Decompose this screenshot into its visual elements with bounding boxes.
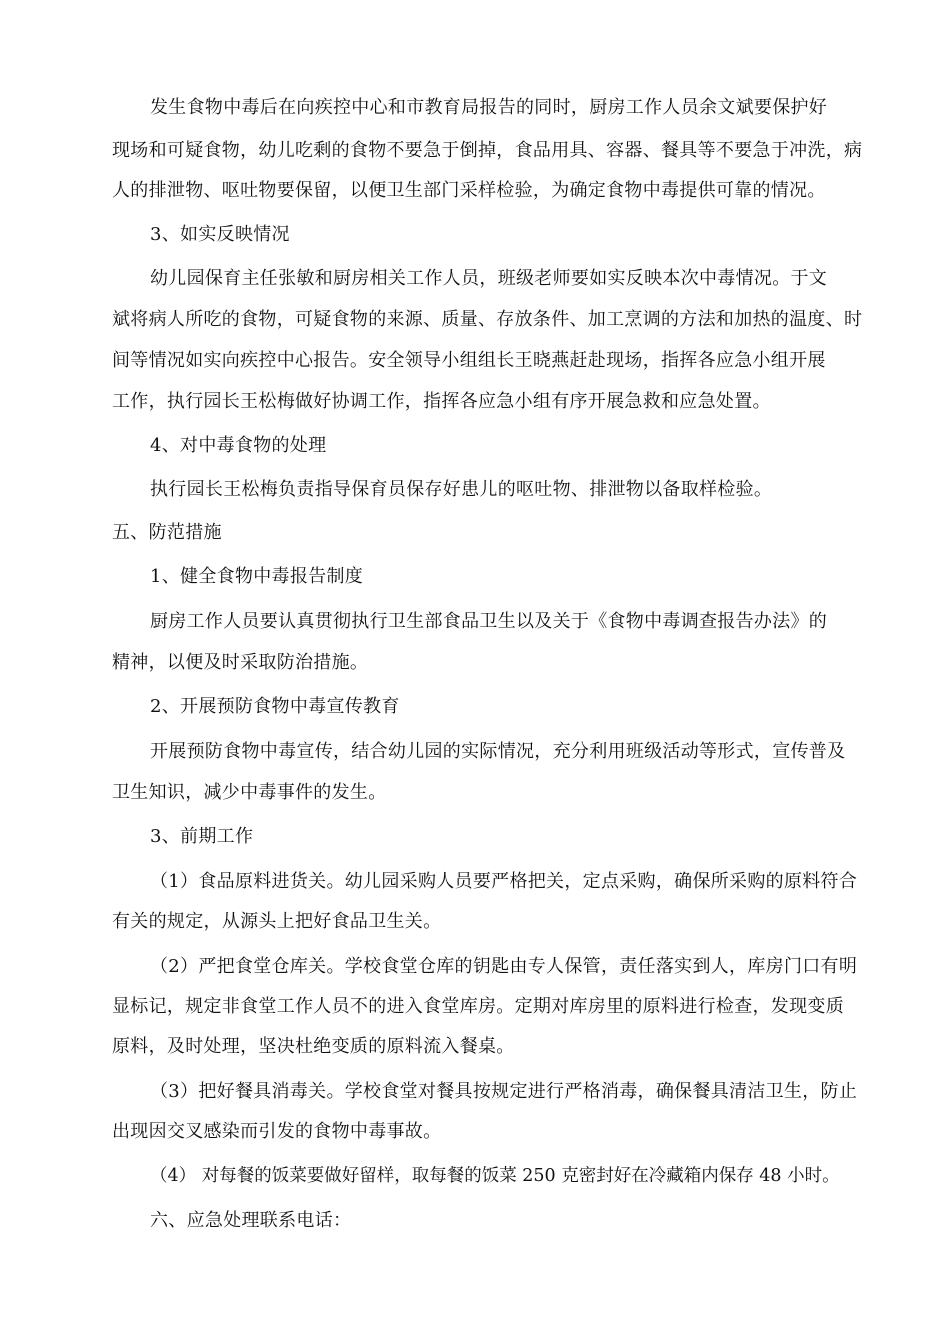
paragraph-line: 原料，及时处理，坚决杜绝变质的原料流入餐桌。 (112, 1036, 515, 1057)
paragraph-line: （2）严把食堂仓库关。学校食堂仓库的钥匙由专人保管，责任落实到人，库房门口有明 (150, 956, 858, 977)
paragraph-line: 卫生知识，减少中毒事件的发生。 (112, 782, 387, 803)
paragraph-line: （4） 对每餐的饭菜要做好留样，取每餐的饭菜 250 克密封好在冷藏箱内保存 48 小时。 (150, 1166, 840, 1186)
paragraph-line: 间等情况如实向疾控中心报告。安全领导小组组长王晓燕赶赴现场，指挥各应急小组开展 (112, 350, 826, 371)
paragraph-line: 有关的规定，从源头上把好食品卫生关。 (112, 911, 442, 932)
section-heading: 3、如实反映情况 (150, 224, 290, 245)
paragraph-line: 工作，执行园长王松梅做好协调工作，指挥各应急小组有序开展急救和应急处置。 (112, 391, 771, 412)
paragraph-line: 出现因交叉感染而引发的食物中毒事故。 (112, 1121, 442, 1142)
section-heading: 六、应急处理联系电话： (150, 1210, 352, 1231)
paragraph-line: 显标记，规定非食堂工作人员不的进入食堂库房。定期对库房里的原料进行检查，发现变质 (112, 996, 844, 1017)
section-heading: 2、开展预防食物中毒宣传教育 (150, 696, 400, 717)
paragraph-line: 人的排泄物、呕吐物要保留，以便卫生部门采样检验，为确定食物中毒提供可靠的情况。 (112, 180, 826, 201)
section-heading: 4、对中毒食物的处理 (150, 435, 327, 456)
section-heading: 3、前期工作 (150, 826, 254, 847)
paragraph-line: （1）食品原料进货关。幼儿园采购人员要严格把关，定点采购，确保所采购的原料符合 (150, 871, 858, 892)
paragraph-line: （3）把好餐具消毒关。学校食堂对餐具按规定进行严格消毒，确保餐具清洁卫生，防止 (150, 1081, 858, 1102)
paragraph-line: 厨房工作人员要认真贯彻执行卫生部食品卫生以及关于《食物中毒调查报告办法》的 (150, 611, 828, 632)
paragraph-line: 精神，以便及时采取防治措施。 (112, 652, 369, 673)
paragraph-line: 现场和可疑食物，幼儿吃剩的食物不要急于倒掉，食品用具、容器、餐具等不要急于冲洗，病 (112, 140, 863, 161)
section-heading: 1、健全食物中毒报告制度 (150, 566, 364, 587)
paragraph-line: 开展预防食物中毒宣传，结合幼儿园的实际情况，充分利用班级活动等形式，宣传普及 (150, 741, 846, 762)
paragraph-line: 发生食物中毒后在向疾控中心和市教育局报告的同时，厨房工作人员余文斌要保护好 (150, 97, 828, 118)
paragraph-line: 斌将病人所吃的食物，可疑食物的来源、质量、存放条件、加工烹调的方法和加热的温度、时 (112, 309, 863, 330)
paragraph-line: 幼儿园保育主任张敏和厨房相关工作人员，班级老师要如实反映本次中毒情况。于文 (150, 268, 828, 289)
section-heading: 五、防范措施 (112, 522, 222, 543)
paragraph-line: 执行园长王松梅负责指导保育员保存好患儿的呕吐物、排泄物以备取样检验。 (150, 479, 773, 500)
